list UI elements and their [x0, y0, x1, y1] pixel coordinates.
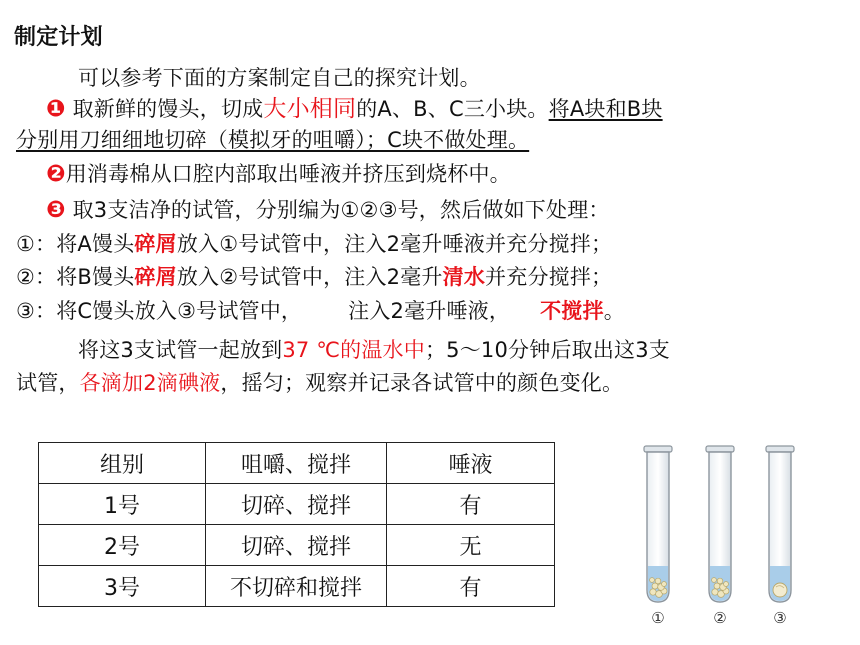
table-row	[39, 566, 555, 607]
final-text-c: 试管，	[16, 371, 80, 395]
table-row	[39, 484, 555, 525]
tube-1-text-b: 放入①号试管中，注入2毫升唾液并充分搅拌；	[176, 232, 613, 256]
tube-3-text-c: 。	[603, 299, 625, 323]
intro-text: 可以参考下面的方案制定自己的探究计划。	[78, 66, 481, 90]
step-3-text: 取3支洁净的试管，分别编为①②③号，然后做如下处理：	[65, 198, 610, 222]
header-group: 组别	[39, 443, 206, 484]
final-red-1: 37 ℃的温水中	[282, 338, 425, 362]
header-saliva: 唾液	[387, 443, 555, 484]
test-tubes-illustration	[630, 440, 830, 630]
tube-label: ③	[773, 609, 787, 627]
header-chew-stir: 咀嚼、搅拌	[206, 443, 387, 484]
final-line-2	[16, 369, 623, 397]
step-1-underlined-1: 将A块和B块	[548, 97, 663, 121]
bread-block-icon	[773, 583, 787, 597]
step-2-text: 用消毒棉从口腔内部取出唾液并挤压到烧杯中。	[65, 162, 511, 186]
step-1-text-b: 的A、B、C三小块。	[356, 97, 549, 121]
cell-chew-stir: 切碎、搅拌	[206, 484, 387, 525]
group-table	[38, 442, 555, 607]
tube-2-text-a: ②：将B馒头	[16, 265, 135, 289]
final-line-1	[78, 336, 670, 364]
test-tube-3	[766, 446, 794, 602]
tube-2-text-c: 并充分搅拌；	[485, 265, 613, 289]
cell-saliva: 有	[387, 484, 555, 525]
tube-3-text-a: ③：将C馒头放入③号试管中，	[16, 299, 303, 323]
tube-3-instruction	[16, 297, 625, 325]
step-1-underlined-2: 分别用刀细细地切碎（模拟牙的咀嚼）；C块不做处理。	[16, 128, 530, 152]
cell-chew-stir: 切碎、搅拌	[206, 525, 387, 566]
test-tube-1	[644, 446, 672, 602]
cell-group: 1号	[39, 484, 206, 525]
tube-1-instruction	[16, 230, 612, 258]
table-row	[39, 525, 555, 566]
tube-2-red-2: 清水	[442, 265, 486, 289]
step-3-line	[46, 196, 610, 224]
step-1-line-2	[16, 126, 529, 154]
tube-label: ②	[713, 609, 727, 627]
tube-1-text-a: ①：将A馒头	[16, 232, 135, 256]
final-text-a: 将这3支试管一起放到	[78, 338, 283, 362]
table-header-row	[39, 443, 555, 484]
tube-3-text-b: 注入2毫升唾液，	[348, 299, 511, 323]
section-title: 制定计划	[14, 25, 103, 50]
step-1-marker: ❶	[46, 96, 66, 122]
step-2-line	[46, 160, 511, 188]
step-1-text-a: 取新鲜的馒头，切成	[65, 97, 264, 121]
cell-saliva: 无	[387, 525, 555, 566]
final-text-d: ，摇匀；观察并记录各试管中的颜色变化。	[220, 371, 624, 395]
step-3-marker: ❸	[46, 197, 66, 223]
tube-2-instruction	[16, 263, 612, 291]
final-text-b: ；5～10分钟后取出这3支	[424, 338, 671, 362]
tube-3-red: 不搅拌	[540, 299, 604, 323]
tube-2-red: 碎屑	[134, 265, 177, 289]
cell-group: 2号	[39, 525, 206, 566]
tube-1-red: 碎屑	[134, 232, 177, 256]
step-2-marker: ❷	[46, 161, 66, 187]
test-tube-2	[706, 446, 734, 602]
step-1-highlight: 大小相同	[263, 96, 357, 122]
cell-saliva: 有	[387, 566, 555, 607]
cell-chew-stir: 不切碎和搅拌	[206, 566, 387, 607]
tube-label: ①	[651, 609, 665, 627]
cell-group: 3号	[39, 566, 206, 607]
step-1-line-1	[46, 95, 663, 123]
tube-2-text-b: 放入②号试管中，注入2毫升	[176, 265, 443, 289]
final-red-2: 各滴加2滴碘液	[79, 371, 221, 395]
